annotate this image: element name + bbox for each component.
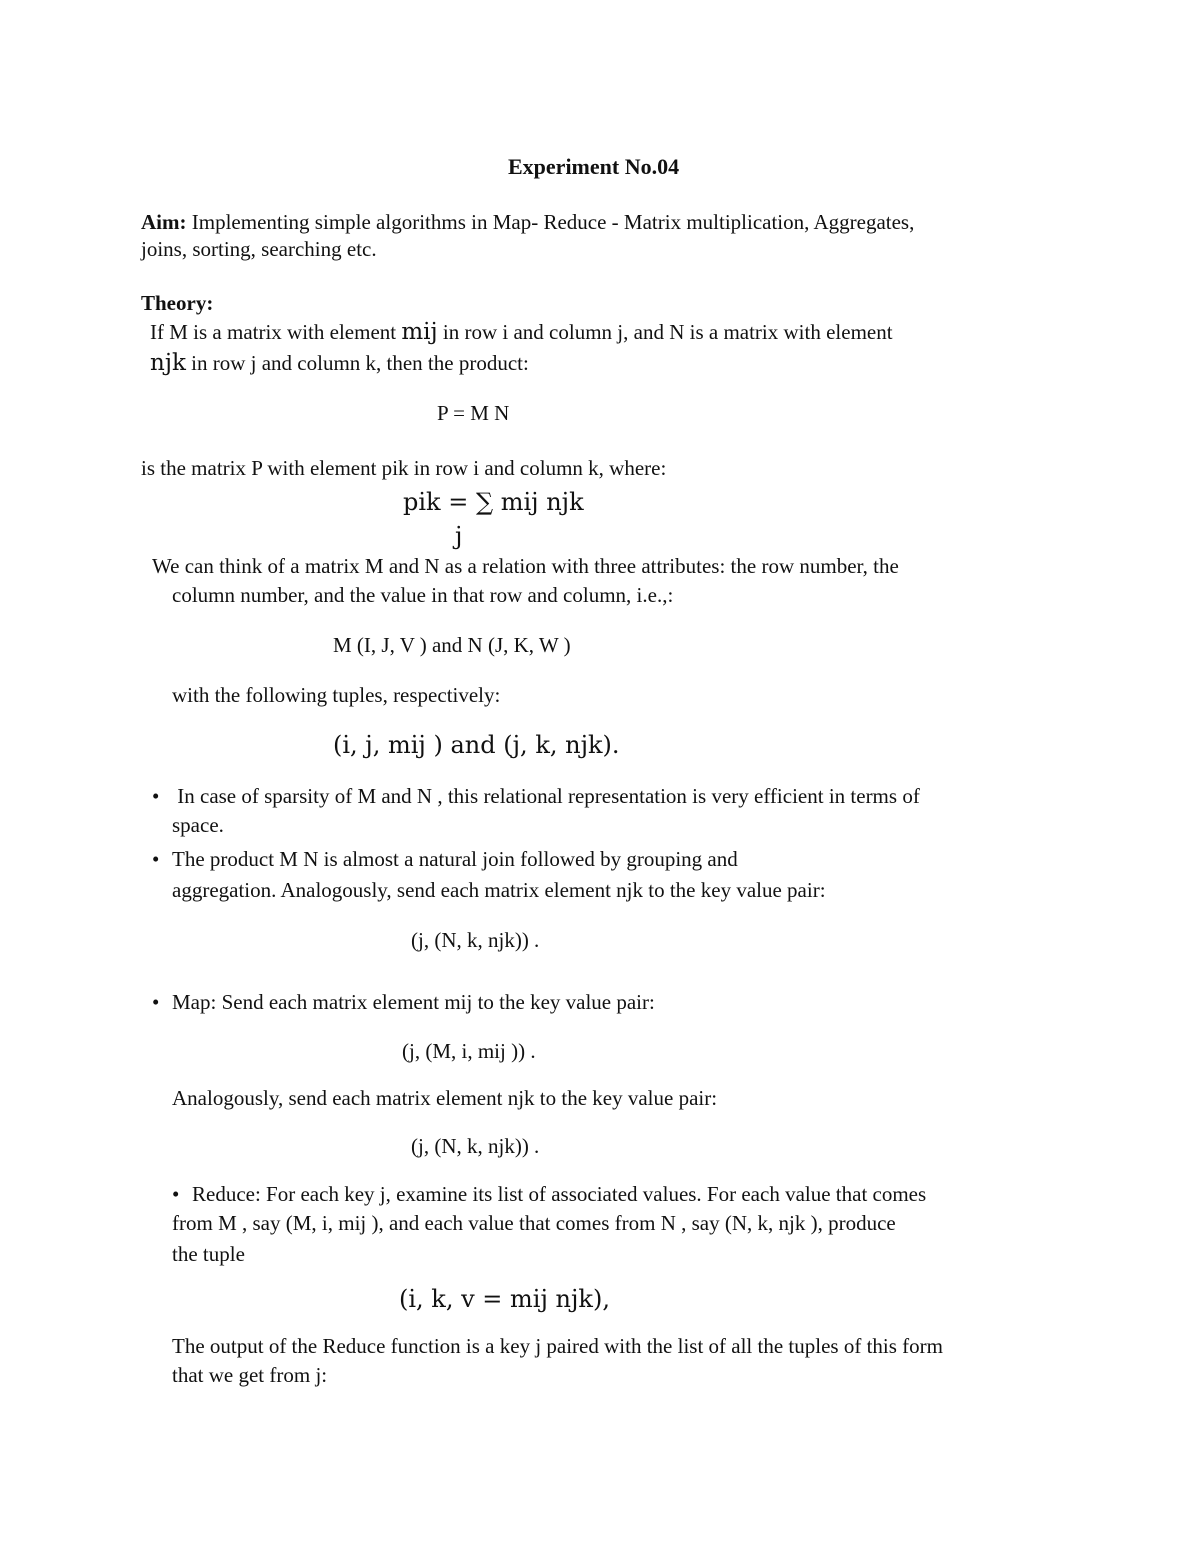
theory-line-5: column number, and the value in that row and column, i.e.,: bbox=[172, 583, 674, 607]
theory-label: Theory: bbox=[141, 291, 214, 315]
bullet-2-line-1 bbox=[152, 849, 738, 870]
theory-text: in row j and column k, then the product: bbox=[185, 351, 529, 375]
aim-label: Aim: bbox=[141, 210, 187, 234]
math-m-ij: mij bbox=[401, 319, 438, 345]
bullet-icon: • bbox=[152, 784, 160, 808]
bullet-3-line-1 bbox=[152, 992, 655, 1013]
equation-relations: M (I, J, V ) and N (J, K, W ) bbox=[333, 633, 571, 657]
bullet-1-line-1 bbox=[152, 786, 920, 807]
theory-line-9: that we get from j: bbox=[172, 1363, 328, 1387]
bullet-4-line-2: from M , say (M, i, mij ), and each value that comes from N , say (N, k, njk ), produce bbox=[172, 1211, 896, 1235]
bullet-1-line-2: space. bbox=[172, 813, 224, 837]
bullet-4-line-3: the tuple bbox=[172, 1242, 245, 1266]
bullet-text: The product M N is almost a natural join followed by grouping and bbox=[172, 847, 738, 871]
theory-text: If M is a matrix with element bbox=[150, 320, 402, 344]
bullet-icon: • bbox=[172, 1182, 180, 1206]
theory-line-8: The output of the Reduce function is a key j paired with the list of all the tuples of this form bbox=[172, 1334, 943, 1358]
bullet-text: In case of sparsity of M and N , this relational representation is very efficient in terms of bbox=[172, 784, 920, 808]
equation-sum-index: j bbox=[455, 522, 463, 550]
theory-text: is the matrix P with element p bbox=[141, 456, 393, 480]
theory-line-3 bbox=[141, 458, 666, 479]
bullet-2-line-2: aggregation. Analogously, send each matrix element njk to the key value pair: bbox=[172, 878, 826, 902]
bullet-icon: • bbox=[152, 990, 160, 1014]
bullet-icon: • bbox=[152, 847, 160, 871]
equation-p-mn: P = M N bbox=[437, 401, 510, 425]
equation-tuples: (i, j, mij ) and (j, k, njk). bbox=[333, 731, 620, 759]
theory-line-1 bbox=[150, 321, 893, 344]
theory-text: in row i and column k, where: bbox=[408, 456, 667, 480]
math-n-jk: njk bbox=[150, 350, 186, 376]
theory-text: in row i and column j, and N is a matrix with element bbox=[437, 320, 893, 344]
page-title: Experiment No.04 bbox=[508, 154, 680, 179]
theory-line-2 bbox=[150, 352, 529, 375]
aim-line-2: joins, sorting, searching etc. bbox=[141, 237, 377, 261]
equation-reduce: (i, k, v = mij njk), bbox=[399, 1285, 610, 1313]
aim-line-1 bbox=[141, 212, 914, 233]
bullet-4-line-1 bbox=[172, 1184, 926, 1205]
equation-pair-n-2: (j, (N, k, njk)) . bbox=[411, 1134, 540, 1158]
equation-sum: pik = ∑ mij njk bbox=[403, 488, 584, 516]
bullet-text: Map: Send each matrix element mij to the key value pair: bbox=[172, 990, 655, 1014]
equation-pair-n-1: (j, (N, k, njk)) . bbox=[411, 928, 540, 952]
theory-line-6: with the following tuples, respectively: bbox=[172, 683, 501, 707]
equation-pair-m: (j, (M, i, mij )) . bbox=[402, 1039, 536, 1063]
aim-text-1: Implementing simple algorithms in Map- Reduce - Matrix multiplication, Aggregates, bbox=[186, 210, 915, 234]
math-sub-ik: ik bbox=[392, 456, 409, 480]
bullet-text: Reduce: For each key j, examine its list of associated values. For each value that comes bbox=[192, 1182, 927, 1206]
theory-line-4: We can think of a matrix M and N as a relation with three attributes: the row number, the bbox=[152, 554, 899, 578]
theory-line-7: Analogously, send each matrix element njk to the key value pair: bbox=[172, 1086, 718, 1110]
